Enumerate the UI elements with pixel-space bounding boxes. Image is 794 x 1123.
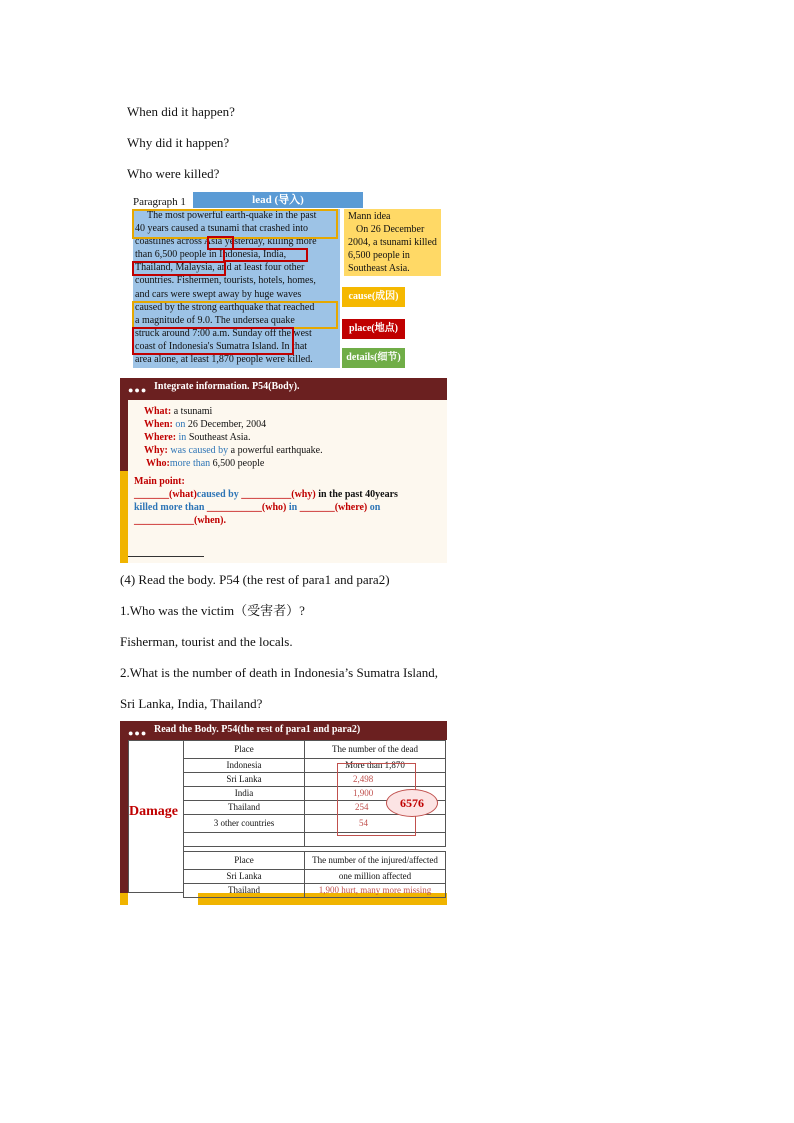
passage-line: struck around 7:00 a.m. Sunday off the west: [135, 327, 312, 339]
details-tag: details(细节): [342, 348, 405, 368]
place-cell: Indonesia: [184, 759, 305, 773]
where-row: [144, 431, 250, 444]
passage-line: 40 years caused a tsunami that crashed into: [135, 223, 308, 235]
damage-label: Damage: [129, 804, 178, 819]
dead-cell: 1,900: [305, 787, 446, 801]
table-header-row: [184, 741, 446, 759]
passage-line: a magnitude of 9.0. The undersea quake: [135, 314, 295, 326]
total-dead-oval: 6576: [386, 789, 438, 817]
slide-header: [120, 721, 447, 740]
mp-blank-where: _______(where): [299, 502, 368, 513]
what-value: a tsunami: [173, 406, 213, 417]
mp-blank-when: ____________(when).: [134, 515, 226, 526]
main-point-line-2: [134, 501, 380, 514]
damage-table-slide: [120, 721, 447, 905]
mp-blank-what: _______(what): [134, 489, 197, 500]
read-body-heading: (4) Read the body. P54 (the rest of para1 and para2): [120, 572, 390, 587]
dead-cell: 254: [305, 801, 446, 815]
answer-victim: Fisherman, tourist and the locals.: [120, 634, 293, 649]
mp-caused-by: caused by: [196, 489, 239, 500]
who-prep: more than: [169, 458, 211, 469]
why-row: [144, 444, 323, 457]
table-header: The number of the dead: [305, 741, 446, 759]
place-cell: Thailand: [184, 884, 305, 898]
affected-cell: one million affected: [305, 870, 446, 884]
when-label: When:: [144, 419, 173, 430]
table-header: Place: [184, 852, 305, 870]
question-who: Who were killed?: [127, 166, 220, 181]
table-header: The number of the injured/affected: [305, 852, 446, 870]
place-cell: India: [184, 787, 305, 801]
main-idea-highlight: [132, 209, 338, 239]
integrate-information-slide: [120, 378, 447, 563]
cause-highlight: [132, 301, 338, 329]
main-point-line-1: [134, 488, 398, 501]
mp-blank-who: ___________(who): [206, 502, 287, 513]
who-label: Who:: [146, 458, 170, 469]
why-prep: was caused by: [170, 445, 229, 456]
place-cell: Sri Lanka: [184, 870, 305, 884]
slide-divider: [128, 556, 204, 557]
main-idea-text: On 26 December 2004, a tsunami killed 6,500 people in Southeast Asia.: [348, 224, 437, 275]
question-why: Why did it happen?: [127, 135, 230, 150]
dots-icon: ●●●: [128, 385, 148, 395]
mp-past-years: in the past 40years: [318, 489, 398, 500]
where-prep: in: [178, 432, 187, 443]
where-value: Southeast Asia.: [188, 432, 251, 443]
paragraph-analysis-figure: [130, 192, 446, 370]
lead-label: lead (导入): [193, 192, 363, 208]
who-row: [146, 457, 264, 470]
passage-line: coastlines across Asia yesterday, killing more: [135, 236, 317, 248]
passage-line: coast of Indonesia's Sumatra Island. In that: [135, 340, 308, 352]
slide-left-bar: [120, 721, 128, 893]
place-highlight-indonesia: [223, 248, 308, 262]
table-header-row: [184, 852, 446, 870]
place-cell: Sri Lanka: [184, 773, 305, 787]
place-cell: 3 other countries: [184, 815, 305, 833]
passage-line: Thailand, Malaysia, and at least four other: [135, 262, 305, 274]
when-row: [144, 418, 266, 431]
mp-blank-why: __________(why): [241, 489, 316, 500]
passage-line: than 6,500 people in Indonesia, India,: [135, 249, 287, 261]
passage-line: and cars were swept away by huge waves: [135, 288, 302, 300]
mp-killed: killed more than: [134, 502, 205, 513]
table-header: Place: [184, 741, 305, 759]
why-label: Why:: [144, 445, 168, 456]
what-label: What:: [144, 406, 172, 417]
main-idea-box: [344, 209, 441, 276]
injured-table: [183, 851, 446, 898]
question-victim: 1.Who was the victim（受害者）?: [120, 603, 305, 618]
question-death-number-cont: Sri Lanka, India, Thailand?: [120, 696, 263, 711]
when-value: 26 December, 2004: [187, 419, 267, 430]
why-value: a powerful earthquake.: [230, 445, 323, 456]
mp-on: on: [369, 502, 381, 513]
question-death-number: 2.What is the number of death in Indonesia’s Sumatra Island,: [120, 665, 439, 680]
question-when: When did it happen?: [127, 104, 235, 119]
slide-title: Integrate information. P54(Body).: [154, 381, 300, 392]
passage-line: area alone, at least 1,870 people were killed.: [135, 354, 313, 366]
slide-header: [120, 378, 447, 400]
dead-cell: More than 1,870: [305, 759, 446, 773]
when-prep: on: [175, 419, 186, 430]
table-row: [184, 870, 446, 884]
cause-tag: cause(成因): [342, 287, 405, 307]
dead-cell: 2,498: [305, 773, 446, 787]
place-tag: place(地点): [342, 319, 405, 339]
where-label: Where:: [144, 432, 177, 443]
slide-title: Read the Body. P54(the rest of para1 and para2): [154, 724, 361, 735]
dots-icon: ●●●: [128, 728, 148, 738]
table-row: [184, 884, 446, 898]
place-cell: Thailand: [184, 801, 305, 815]
dead-cell: 54: [305, 815, 446, 833]
main-point-label: Main point:: [134, 476, 185, 487]
passage-line: caused by the strong earthquake that reached: [135, 301, 315, 313]
passage-line: countries. Fishermen, tourists, hotels, homes,: [135, 275, 316, 287]
passage-line: The most powerful earth-quake in the past: [147, 210, 317, 221]
place-highlight-sumatra: [132, 327, 294, 355]
paragraph-label: Paragraph 1: [133, 196, 186, 208]
what-row: [144, 405, 212, 418]
main-idea-title: Mann idea: [348, 211, 391, 222]
who-value: 6,500 people: [212, 458, 265, 469]
slide-accent-bar: [120, 471, 128, 564]
mp-in: in: [288, 502, 298, 513]
place-highlight-thailand: [132, 261, 226, 276]
affected-cell: 1,900 hurt, many more missing: [305, 884, 446, 898]
